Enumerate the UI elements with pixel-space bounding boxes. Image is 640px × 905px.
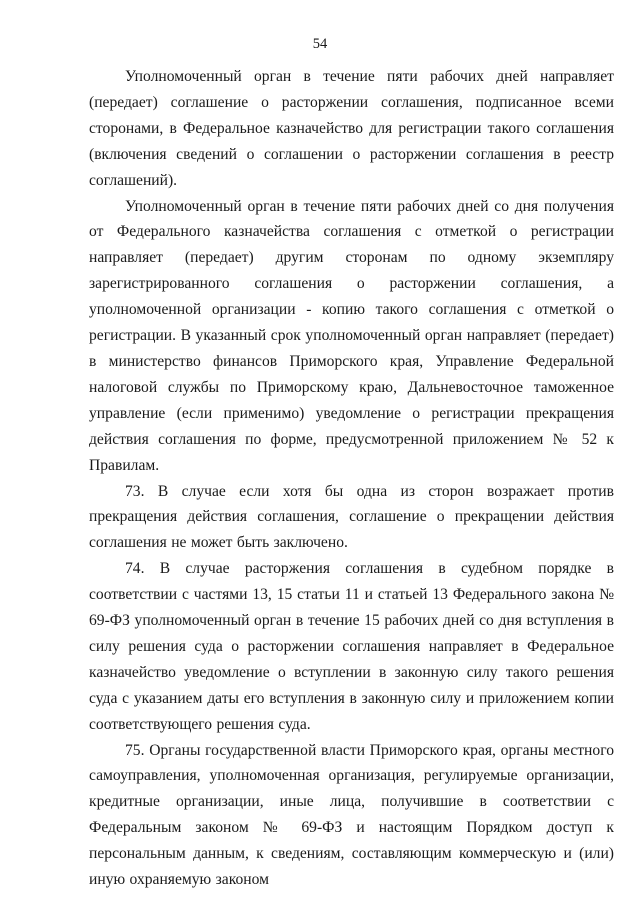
- paragraph-74-judicial-termination: 74. В случае расторжения соглашения в судебном порядке в соответствии с частями 13, 15 статьи 11 и статьей 13 Федерального закона № 69-ФЗ уполномоченный орган в течение 15 рабочих дней со дня вступления в силу решения суда о расторжении соглашения направляет в Федеральное казначейство уведомление о вступлении в законную силу такого решения суда с указанием даты его вступления в законную силу и приложением копии соответствующего решения суда.: [89, 560, 614, 733]
- paragraph-agreement-termination-registration: Уполномоченный орган в течение пяти рабочих дней направляет (передает) соглашение о расторжении соглашения, подписанное всеми сторонами, в Федеральное казначейство для регистрации такого соглашения (включения сведений о соглашении о расторжении соглашения в реестр соглашений).: [89, 68, 614, 189]
- paragraph-75-data-access: 75. Органы государственной власти Приморского края, органы местного самоуправления, уполномоченная организация, регулируемые организации, кредитные организации, иные лица, получившие в соответствии с Федеральным законом № 69-ФЗ и настоящим Порядком доступ к персональным данным, к сведениям, составляющим коммерческую и (или) иную охраняемую законом: [89, 741, 614, 889]
- paragraph-registered-copy-distribution: Уполномоченный орган в течение пяти рабочих дней со дня получения от Федерального казначейства соглашения с отметкой о регистрации направляет (передает) другим сторонам по одному экземпляру зарегистрированного соглашения о расторжении соглашения, а уполномоченной организации - копию такого соглашения с отметкой о регистрации. В указанный срок уполномоченный орган направляет (передает) в министерство финансов Приморского края, Управление Федеральной налоговой службы по Приморскому краю, Дальневосточное таможенное управление (если применимо) уведомление о регистрации прекращения действия соглашения по форме, предусмотренной приложением № 52 к Правилам.: [89, 197, 614, 474]
- document-body: [89, 64, 614, 893]
- page-number: 54: [312, 36, 328, 52]
- paragraph-73-objection: 73. В случае если хотя бы одна из сторон возражает против прекращения действия соглашения, соглашение о прекращении действия соглашения не может быть заключено.: [89, 482, 614, 552]
